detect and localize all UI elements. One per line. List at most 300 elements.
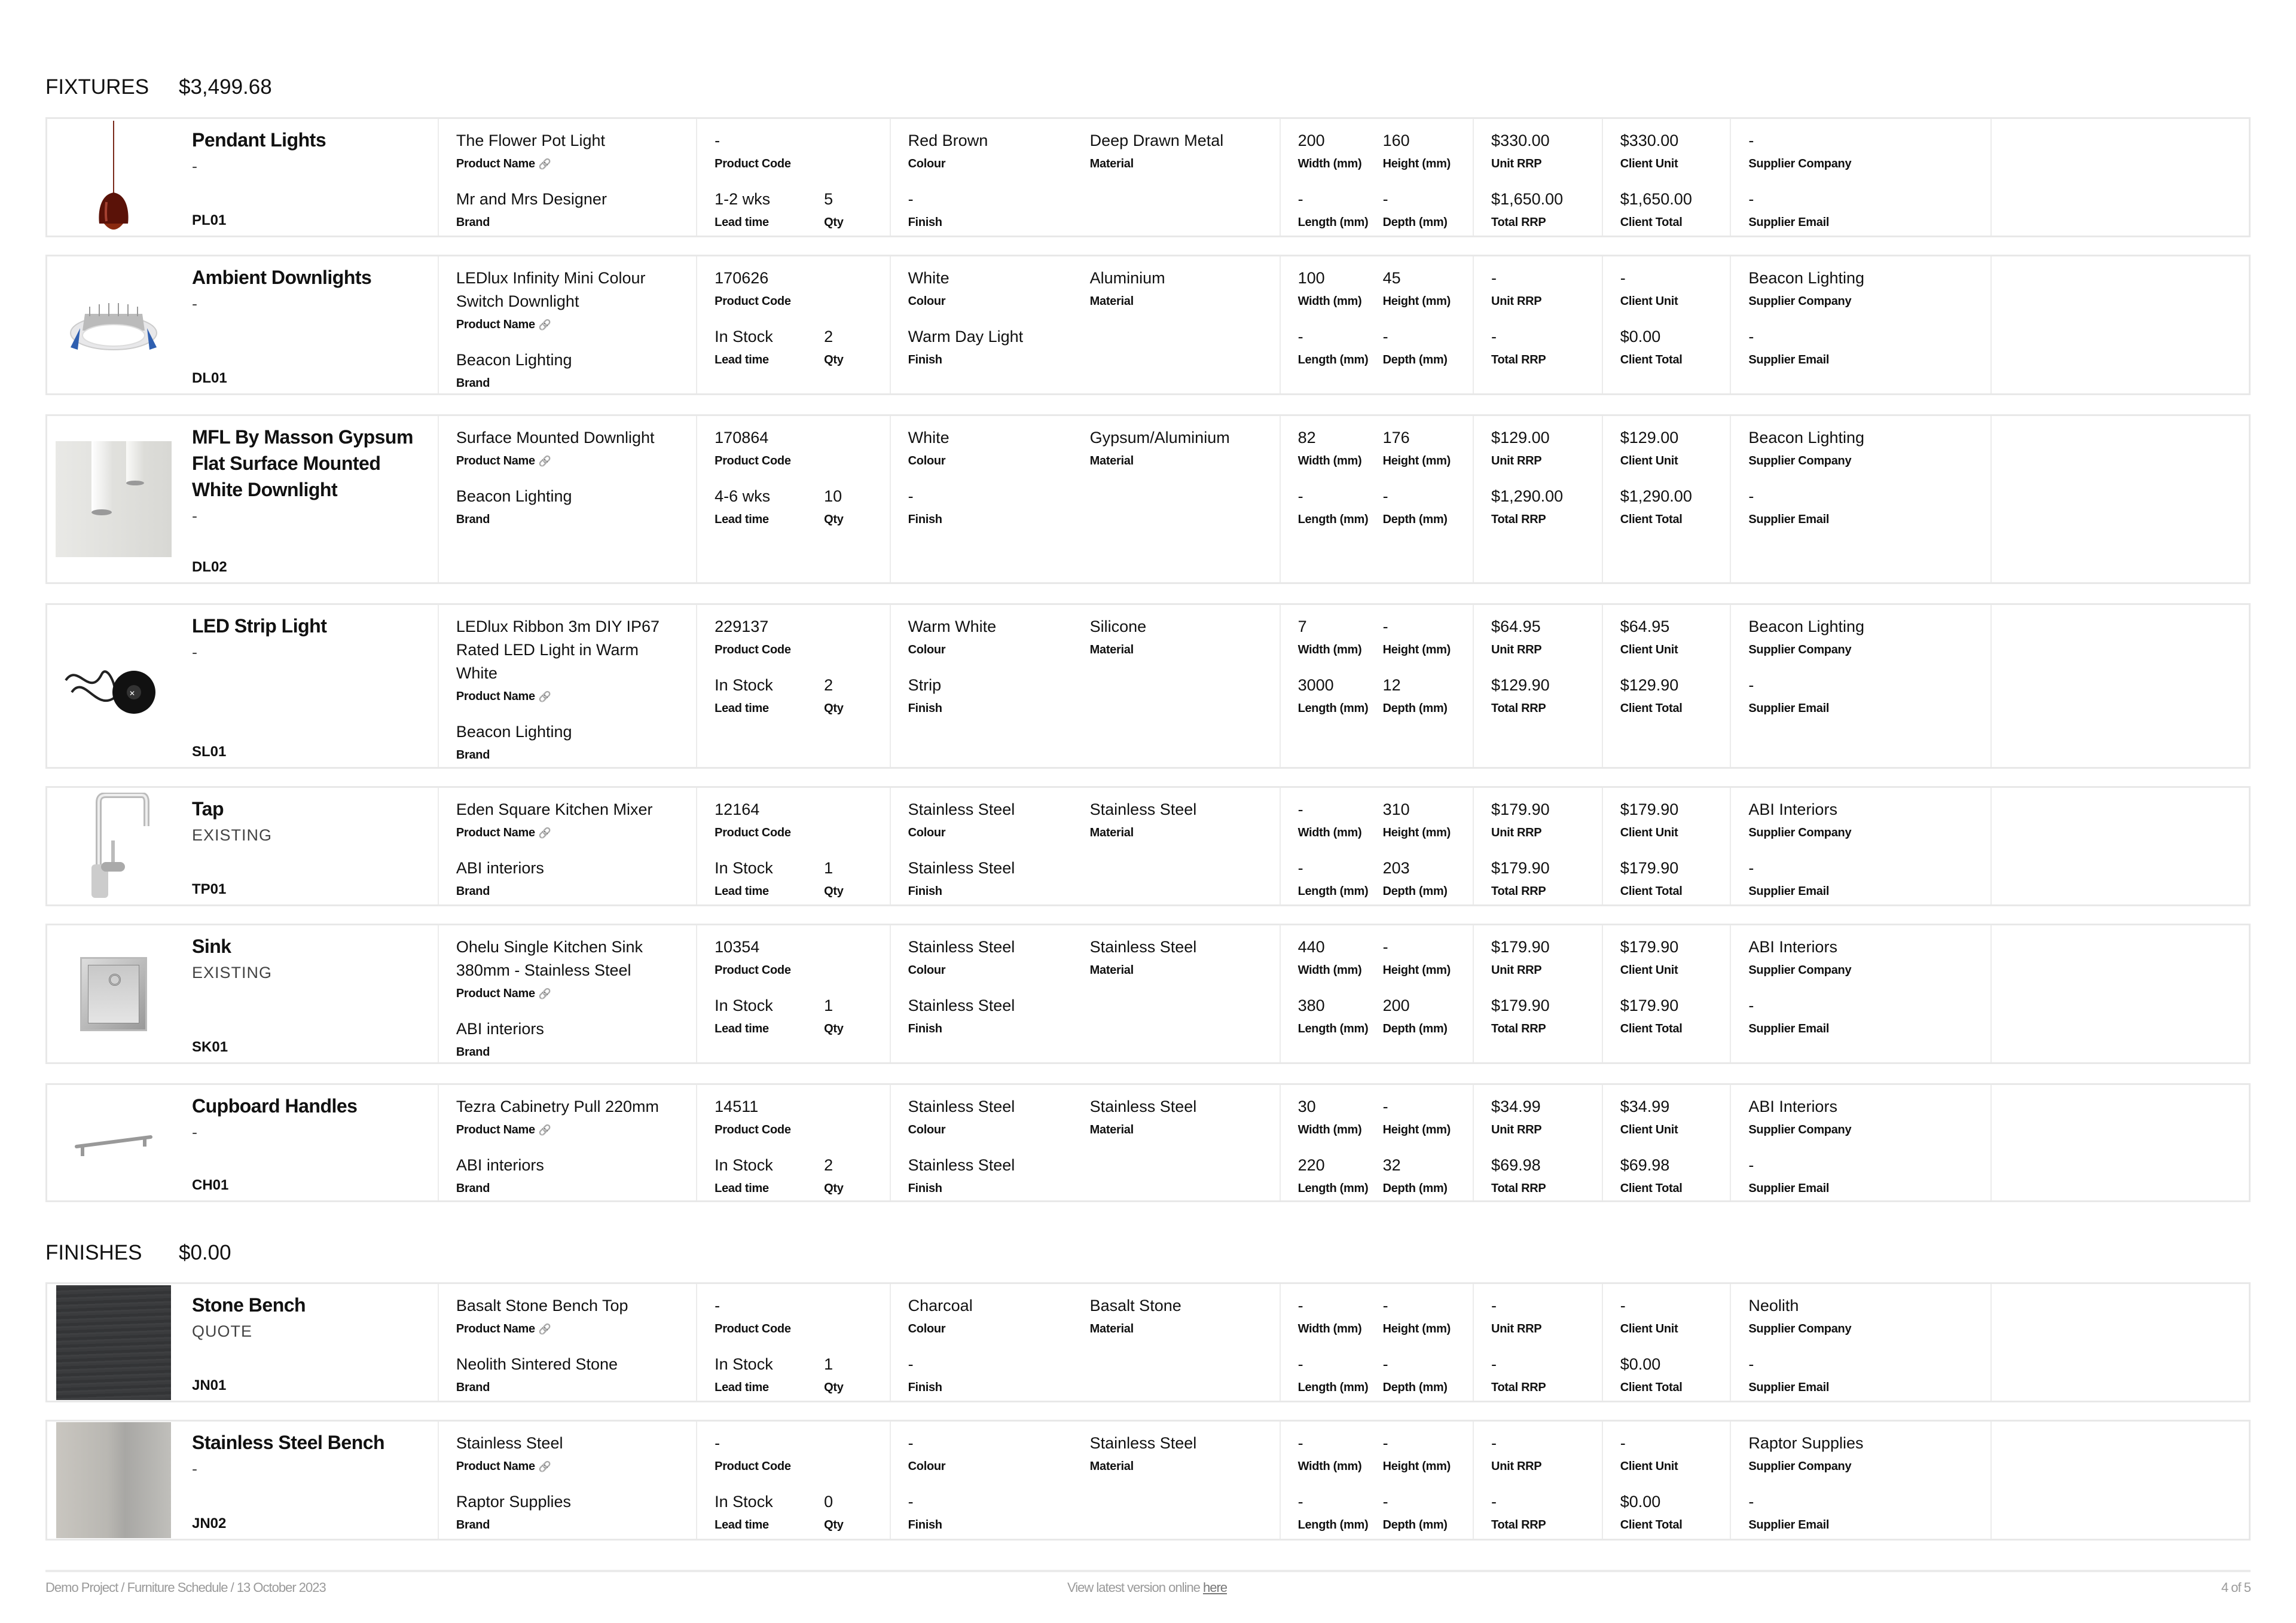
spacer xyxy=(1620,176,1730,188)
spacer xyxy=(456,473,696,485)
product-code-field xyxy=(715,798,889,845)
width-height-pair xyxy=(1298,1294,1473,1341)
brand-value: Neolith Sintered Stone xyxy=(456,1355,618,1373)
client-price-cell xyxy=(1602,1284,1730,1401)
total-rrp-value: $1,650.00 xyxy=(1491,190,1564,208)
width-label-text: Width (mm) xyxy=(1297,964,1362,977)
product-code-label-text: Product Code xyxy=(715,1322,791,1335)
width-value: 200 xyxy=(1297,132,1325,149)
supplier-company-value: Beacon Lighting xyxy=(1748,429,1865,447)
product-code-field xyxy=(715,426,889,473)
product-name-label xyxy=(456,685,696,708)
total-rrp-field xyxy=(1491,485,1602,531)
depth-label-text: Depth (mm) xyxy=(1382,1022,1448,1035)
item-name: Pendant Lights xyxy=(192,129,326,151)
depth-value: 203 xyxy=(1382,859,1410,877)
client-total-field xyxy=(1620,994,1730,1041)
colour-field xyxy=(908,1095,1090,1142)
height-label-text: Height (mm) xyxy=(1382,1322,1451,1335)
client-unit-label xyxy=(1620,290,1730,313)
lead-time-label xyxy=(715,1017,824,1041)
unit-rrp-label-text: Unit RRP xyxy=(1491,826,1542,839)
lead-time-field xyxy=(715,188,824,234)
supplier-company-value: ABI Interiors xyxy=(1748,800,1837,818)
qty-field xyxy=(824,1490,843,1537)
item-name-block xyxy=(180,605,438,767)
item-identity-cell xyxy=(47,605,438,767)
svg-text:✕: ✕ xyxy=(129,689,136,698)
colour-material-pair xyxy=(908,615,1280,662)
brand-label xyxy=(456,1514,696,1537)
unit-rrp-value: - xyxy=(1491,269,1497,287)
width-field xyxy=(1298,1095,1383,1142)
product-name-value: Surface Mounted Downlight xyxy=(456,429,655,447)
lead-qty-pair xyxy=(715,325,889,372)
qty-field xyxy=(824,994,843,1041)
lead-time-value: In Stock xyxy=(715,997,773,1014)
item-row[interactable] xyxy=(45,117,2251,237)
supplier-company-value: ABI Interiors xyxy=(1748,938,1837,956)
height-label xyxy=(1383,1318,1451,1341)
qty-value: 2 xyxy=(824,328,833,346)
supplier-cell xyxy=(1730,925,1990,1062)
client-total-value: $69.98 xyxy=(1620,1156,1670,1174)
link-icon[interactable]: 🔗 xyxy=(538,1461,551,1472)
brand-label-text: Brand xyxy=(456,885,490,898)
width-value: - xyxy=(1297,1297,1303,1315)
height-field xyxy=(1383,129,1451,176)
lead-time-label xyxy=(715,211,824,234)
empty-cell xyxy=(1990,416,2249,582)
product-code-field xyxy=(715,1432,889,1478)
brand-field xyxy=(456,188,696,234)
spacer xyxy=(1491,845,1602,857)
total-rrp-label-text: Total RRP xyxy=(1491,353,1546,366)
supplier-email-label xyxy=(1748,697,1990,720)
product-code-field xyxy=(715,1095,889,1142)
depth-value: - xyxy=(1382,1493,1388,1511)
qty-label-text: Qty xyxy=(824,353,844,366)
supplier-email-field xyxy=(1748,674,1990,720)
supplier-email-field xyxy=(1748,485,1990,531)
item-row[interactable] xyxy=(45,1282,2251,1402)
brand-value: Mr and Mrs Designer xyxy=(456,190,607,208)
total-rrp-label xyxy=(1491,349,1602,372)
width-height-pair xyxy=(1298,267,1473,313)
lead-time-label-text: Lead time xyxy=(715,513,769,526)
colour-label xyxy=(908,1318,1090,1341)
finish-label xyxy=(908,211,1280,234)
item-name-block xyxy=(180,1085,438,1200)
product-cell xyxy=(438,1085,696,1200)
code-cell xyxy=(696,1422,889,1539)
height-label xyxy=(1383,290,1451,313)
lead-time-label-text: Lead time xyxy=(715,885,769,898)
client-total-field xyxy=(1620,325,1730,372)
supplier-email-field xyxy=(1748,994,1990,1041)
item-row[interactable] xyxy=(45,1420,2251,1541)
page-number: 4 of 5 xyxy=(2221,1580,2251,1595)
supplier-company-value: Neolith xyxy=(1748,1297,1799,1315)
product-code-value: - xyxy=(715,1297,720,1315)
width-label-text: Width (mm) xyxy=(1297,295,1362,308)
finish-value: Stainless Steel xyxy=(908,1156,1015,1174)
link-icon[interactable]: 🔗 xyxy=(538,827,551,839)
spacer xyxy=(1748,1341,1990,1353)
total-rrp-label xyxy=(1491,697,1602,720)
length-field xyxy=(1298,857,1383,903)
link-icon[interactable]: 🔗 xyxy=(538,319,551,331)
item-identity-cell xyxy=(47,256,438,393)
width-label xyxy=(1298,1455,1383,1478)
finish-label-text: Finish xyxy=(908,1381,942,1394)
length-depth-pair xyxy=(1298,994,1473,1041)
appearance-cell xyxy=(890,256,1280,393)
tap-image xyxy=(47,788,180,904)
client-unit-label-text: Client Unit xyxy=(1620,964,1678,977)
item-status: EXISTING xyxy=(192,964,273,982)
item-name: Stone Bench xyxy=(192,1294,306,1316)
length-depth-pair xyxy=(1298,325,1473,372)
colour-value: Stainless Steel xyxy=(908,800,1015,818)
link-icon[interactable]: 🔗 xyxy=(538,1124,551,1136)
length-depth-pair xyxy=(1298,1353,1473,1399)
finish-label xyxy=(908,508,1280,531)
item-name: Ambient Downlights xyxy=(192,267,372,288)
unit-rrp-field xyxy=(1491,798,1602,845)
colour-field xyxy=(908,267,1090,313)
brand-label xyxy=(456,1177,696,1200)
item-code: JN02 xyxy=(192,1515,227,1532)
qty-label-text: Qty xyxy=(824,1022,844,1035)
colour-label-text: Colour xyxy=(908,643,946,656)
item-row[interactable] xyxy=(45,414,2251,584)
product-code-field xyxy=(715,129,889,176)
supplier-company-field xyxy=(1748,936,1990,982)
client-unit-value: - xyxy=(1620,1297,1626,1315)
spacer xyxy=(456,1142,696,1154)
client-unit-field xyxy=(1620,1432,1730,1478)
product-code-value: 12164 xyxy=(715,800,760,818)
item-status: - xyxy=(192,1460,198,1478)
width-field xyxy=(1298,615,1383,662)
width-label-text: Width (mm) xyxy=(1297,1322,1362,1335)
qty-label xyxy=(824,1177,843,1200)
lead-qty-pair xyxy=(715,857,889,903)
item-name: Stainless Steel Bench xyxy=(192,1432,385,1453)
code-cell xyxy=(696,605,889,767)
supplier-company-field xyxy=(1748,615,1990,662)
spacer xyxy=(715,176,889,188)
client-total-label xyxy=(1620,508,1730,531)
depth-field xyxy=(1383,857,1448,903)
material-field xyxy=(1090,426,1230,473)
client-total-value: $179.90 xyxy=(1620,997,1679,1014)
supplier-cell xyxy=(1730,1284,1990,1401)
brand-value: Beacon Lighting xyxy=(456,723,572,741)
colour-label-text: Colour xyxy=(908,295,946,308)
material-label-text: Material xyxy=(1089,1322,1134,1335)
product-code-field xyxy=(715,615,889,662)
client-price-cell xyxy=(1602,605,1730,767)
item-identity-cell xyxy=(47,119,438,236)
client-total-field xyxy=(1620,674,1730,720)
spacer xyxy=(1298,176,1473,188)
width-value: - xyxy=(1297,800,1303,818)
unit-rrp-value: $64.95 xyxy=(1491,618,1541,635)
client-total-field xyxy=(1620,857,1730,903)
lead-time-field xyxy=(715,485,824,531)
finish-value: Stainless Steel xyxy=(908,859,1015,877)
supplier-email-label xyxy=(1748,1017,1990,1041)
client-unit-label-text: Client Unit xyxy=(1620,1322,1678,1335)
spacer xyxy=(1620,845,1730,857)
supplier-email-value: - xyxy=(1748,1493,1754,1511)
finish-label-text: Finish xyxy=(908,513,942,526)
dimensions-cell xyxy=(1280,1085,1473,1200)
depth-label xyxy=(1383,349,1448,372)
product-code-label-text: Product Code xyxy=(715,826,791,839)
spacer xyxy=(1748,1142,1990,1154)
supplier-company-label xyxy=(1748,1318,1990,1341)
material-label xyxy=(1090,821,1197,845)
length-depth-pair xyxy=(1298,1154,1473,1200)
client-unit-label-text: Client Unit xyxy=(1620,295,1678,308)
appearance-cell xyxy=(890,605,1280,767)
supplier-email-label xyxy=(1748,880,1990,903)
colour-value: Charcoal xyxy=(908,1297,973,1315)
item-name: Tap xyxy=(192,798,224,820)
supplier-company-label xyxy=(1748,821,1990,845)
colour-field xyxy=(908,1432,1090,1478)
material-value: Stainless Steel xyxy=(1089,938,1197,956)
height-field xyxy=(1383,1294,1451,1341)
link-icon[interactable]: 🔗 xyxy=(538,158,551,170)
finish-label-text: Finish xyxy=(908,216,942,229)
depth-label-text: Depth (mm) xyxy=(1382,1182,1448,1195)
supplier-email-label-text: Supplier Email xyxy=(1748,216,1830,229)
item-row[interactable] xyxy=(45,924,2251,1064)
unit-rrp-label xyxy=(1491,290,1602,313)
depth-field xyxy=(1383,188,1448,234)
link-icon[interactable]: 🔗 xyxy=(538,1324,551,1335)
product-name-label-text: Product Name xyxy=(456,690,535,703)
material-label-text: Material xyxy=(1089,643,1134,656)
depth-label-text: Depth (mm) xyxy=(1382,353,1448,366)
length-label xyxy=(1298,1177,1383,1200)
total-rrp-field xyxy=(1491,674,1602,720)
supplier-email-value: - xyxy=(1748,997,1754,1014)
dimensions-cell xyxy=(1280,256,1473,393)
client-price-cell xyxy=(1602,256,1730,393)
product-code-value: - xyxy=(715,132,720,149)
finish-value: - xyxy=(908,487,914,505)
item-row[interactable] xyxy=(45,786,2251,906)
qty-label-text: Qty xyxy=(824,702,844,715)
length-label-text: Length (mm) xyxy=(1297,513,1369,526)
brand-value: ABI interiors xyxy=(456,1156,544,1174)
steel-image xyxy=(47,1422,180,1539)
lead-time-value: In Stock xyxy=(715,859,773,877)
length-depth-pair xyxy=(1298,674,1473,720)
total-rrp-label-text: Total RRP xyxy=(1491,1381,1546,1394)
qty-value: 5 xyxy=(824,190,833,208)
supplier-company-label-text: Supplier Company xyxy=(1748,454,1852,467)
supplier-email-field xyxy=(1748,1154,1990,1200)
supplier-company-value: - xyxy=(1748,132,1754,149)
qty-label xyxy=(824,349,843,372)
client-total-label-text: Client Total xyxy=(1620,353,1683,366)
supplier-company-field xyxy=(1748,267,1990,313)
length-depth-pair xyxy=(1298,485,1473,531)
rrp-cell xyxy=(1473,925,1602,1062)
supplier-email-value: - xyxy=(1748,676,1754,694)
client-price-cell xyxy=(1602,119,1730,236)
lead-time-label xyxy=(715,1376,824,1399)
unit-rrp-value: $179.90 xyxy=(1491,938,1550,956)
spacer xyxy=(1748,313,1990,325)
item-row[interactable] xyxy=(45,255,2251,395)
product-cell xyxy=(438,256,696,393)
qty-field xyxy=(824,1353,843,1399)
link-icon[interactable]: 🔗 xyxy=(538,691,551,702)
supplier-email-value: - xyxy=(1748,487,1754,505)
material-value: Stainless Steel xyxy=(1089,1098,1197,1115)
total-rrp-field xyxy=(1491,1490,1602,1537)
client-unit-field xyxy=(1620,798,1730,845)
width-field xyxy=(1298,267,1383,313)
length-field xyxy=(1298,1490,1383,1537)
total-rrp-field xyxy=(1491,994,1602,1041)
brand-field xyxy=(456,1490,696,1537)
item-row[interactable] xyxy=(45,603,2251,769)
width-field xyxy=(1298,1432,1383,1478)
link-icon[interactable]: 🔗 xyxy=(538,456,551,467)
supplier-email-label-text: Supplier Email xyxy=(1748,1518,1830,1532)
depth-label xyxy=(1383,1017,1448,1041)
client-unit-label xyxy=(1620,1455,1730,1478)
material-field xyxy=(1090,1294,1181,1341)
colour-label xyxy=(908,290,1090,313)
depth-field xyxy=(1383,994,1448,1041)
supplier-company-value: ABI Interiors xyxy=(1748,1098,1837,1115)
width-field xyxy=(1298,1294,1383,1341)
finish-field xyxy=(908,674,1280,720)
dimensions-cell xyxy=(1280,1284,1473,1401)
view-latest-link[interactable]: here xyxy=(1202,1580,1228,1595)
height-value: - xyxy=(1382,1434,1388,1452)
link-icon[interactable]: 🔗 xyxy=(538,988,551,1000)
spacer xyxy=(715,1142,889,1154)
spacer xyxy=(1491,313,1602,325)
length-depth-pair xyxy=(1298,857,1473,903)
item-identity-cell xyxy=(47,1422,438,1539)
qty-value: 1 xyxy=(824,997,833,1014)
product-name-value: The Flower Pot Light xyxy=(456,132,605,149)
height-label xyxy=(1383,1455,1451,1478)
appearance-cell xyxy=(890,1085,1280,1200)
height-label xyxy=(1383,152,1451,176)
product-name-field xyxy=(456,1294,696,1341)
client-total-label xyxy=(1620,349,1730,372)
product-code-label xyxy=(715,638,889,662)
brand-label-text: Brand xyxy=(456,377,490,390)
product-name-field xyxy=(456,129,696,176)
spacer xyxy=(908,1341,1280,1353)
supplier-email-label-text: Supplier Email xyxy=(1748,353,1830,366)
width-label-text: Width (mm) xyxy=(1297,643,1362,656)
spacer xyxy=(715,1478,889,1490)
strip-image xyxy=(47,605,180,767)
product-name-value: Eden Square Kitchen Mixer xyxy=(456,800,653,818)
supplier-company-label xyxy=(1748,1118,1990,1142)
brand-field xyxy=(456,720,696,767)
client-price-cell xyxy=(1602,416,1730,582)
product-name-field xyxy=(456,267,696,337)
appearance-cell xyxy=(890,925,1280,1062)
supplier-company-label-text: Supplier Company xyxy=(1748,643,1852,656)
product-code-label xyxy=(715,1455,889,1478)
finish-label xyxy=(908,1177,1280,1200)
width-label xyxy=(1298,1318,1383,1341)
lead-qty-pair xyxy=(715,485,889,531)
total-rrp-label-text: Total RRP xyxy=(1491,885,1546,898)
material-label xyxy=(1090,638,1147,662)
material-field xyxy=(1090,936,1197,982)
brand-field xyxy=(456,1154,696,1200)
length-value: - xyxy=(1297,487,1303,505)
depth-label xyxy=(1383,697,1448,720)
finish-value: Warm Day Light xyxy=(908,328,1024,346)
supplier-email-label xyxy=(1748,1376,1990,1399)
client-unit-value: - xyxy=(1620,269,1626,287)
product-code-label-text: Product Code xyxy=(715,454,791,467)
length-label-text: Length (mm) xyxy=(1297,702,1369,715)
client-price-cell xyxy=(1602,1085,1730,1200)
product-name-label xyxy=(456,450,696,473)
lead-time-value: In Stock xyxy=(715,328,773,346)
code-cell xyxy=(696,788,889,904)
colour-material-pair xyxy=(908,426,1280,473)
product-code-label xyxy=(715,290,889,313)
length-field xyxy=(1298,1353,1383,1399)
qty-label-text: Qty xyxy=(824,513,844,526)
width-value: 100 xyxy=(1297,269,1325,287)
height-label-text: Height (mm) xyxy=(1382,454,1451,467)
unit-rrp-value: - xyxy=(1491,1434,1497,1452)
section-total: $3,499.68 xyxy=(179,75,272,99)
height-label xyxy=(1383,638,1451,662)
supplier-email-field xyxy=(1748,857,1990,903)
supplier-company-value: Raptor Supplies xyxy=(1748,1434,1864,1452)
unit-rrp-label-text: Unit RRP xyxy=(1491,964,1542,977)
product-code-label-text: Product Code xyxy=(715,295,791,308)
lead-time-label-text: Lead time xyxy=(715,1518,769,1532)
colour-value: Red Brown xyxy=(908,132,988,149)
client-total-label-text: Client Total xyxy=(1620,1518,1683,1532)
client-unit-label xyxy=(1620,1318,1730,1341)
item-row[interactable] xyxy=(45,1083,2251,1202)
lead-qty-pair xyxy=(715,1353,889,1399)
client-unit-field xyxy=(1620,615,1730,662)
product-name-label xyxy=(456,821,696,845)
brand-label-text: Brand xyxy=(456,748,490,762)
product-cell xyxy=(438,925,696,1062)
item-name: MFL By Masson Gypsum Flat Surface Mounted White Downlight xyxy=(192,426,413,500)
finish-label-text: Finish xyxy=(908,1022,942,1035)
product-code-value: 14511 xyxy=(715,1098,759,1115)
supplier-email-label xyxy=(1748,1177,1990,1200)
